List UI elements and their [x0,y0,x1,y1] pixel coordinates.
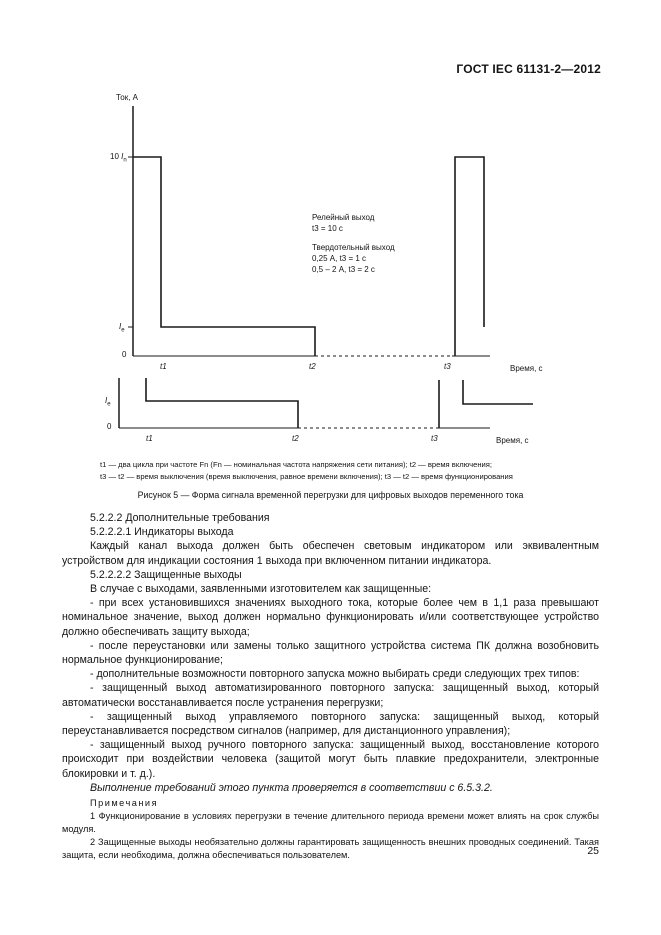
bottom-x-tick-t3: t3 [431,434,438,443]
bottom-x-tick-t1: t1 [146,434,153,443]
list-item-auto-restart: - защищенный выход автоматизированного повторного запуска: защищенный выход, который автоматически восстанавливается после устранения перегрузки; [62,682,599,709]
verification-statement: Выполнение требований этого пункта проверяется в соответствии с 6.5.3.2. [90,781,493,794]
solid-state-output-line1: 0,25 А, t3 = 1 с [312,254,367,263]
notes-title: Примечания [90,798,159,809]
document-header: ГОСТ IEC 61131-2—2012 [456,62,601,76]
page-number: 25 [587,845,599,857]
note-1: 1 Функционирование в условиях перегрузки в течение длительного периода времени может влиять на срок службы модуля. [62,811,599,835]
top-waveform-pulse-2 [455,157,484,356]
section-5-2-2-2: 5.2.2.2 Дополнительные требования [90,512,270,524]
paragraph-indicators: Каждый канал выхода должен быть обеспечен световым индикатором или эквивалентным устройством для индикации состояния 1 выхода при включенном питании индикатора. [62,540,599,567]
figure-legend [100,459,570,483]
top-y-tick-mid: $I_e$ [119,322,125,334]
top-x-tick-t2: t2 [309,362,316,371]
top-y-tick-zero: 0 [122,350,127,359]
list-item-steady-current: - при всех установившихся значениях выходного тока, которые более чем в 1,1 раза превышают номинальное значение, выход должен нормально функционировать и/или соответствующее устройство должно обеспечивать защиту выхода; [62,597,599,638]
solid-state-output-line2: 0,5 – 2 А, t3 = 2 с [312,265,375,274]
top-x-axis-label: Время, с [510,364,543,373]
figure-caption: Рисунок 5 — Форма сигнала временной перегрузки для цифровых выходов переменного тока [137,490,524,500]
output-annotation [312,212,395,275]
top-y-tick-high: 10 $I_n$ [110,152,127,164]
bottom-x-axis-label: Время, с [496,436,529,445]
figure-legend-line-2: t3 — t2 — время выключения (время выключения, равное времени включения); t3 — t2 — время функционирования [100,472,513,481]
note-2: 2 Защищенные выходы необязательно должны гарантировать защищенность внешних проводных соединений. Такая защита, если необходима, должна обеспечиваться пользователем. [62,837,599,861]
section-5-2-2-2-1: 5.2.2.2.1 Индикаторы выхода [90,526,234,539]
list-item-reset: - после переустановки или замены только защитного устройства система ПК должна возобновить нормальное функционирование; [62,639,599,667]
top-x-tick-t3: t3 [444,362,451,371]
bottom-y-tick-mid: $I_e$ [105,396,111,408]
list-item-controlled-restart: - защищенный выход управляемого повторного запуска: защищенный выход, который переустанавливается посредством сигналов (например, для дистанционного управления); [62,710,599,738]
main-text [62,511,599,862]
bottom-waveform-pulse-1 [146,378,298,428]
paragraph-protected-intro: В случае с выходами, заявленными изготовителем как защищенные: [90,583,432,596]
bottom-waveform-pulse-2b [463,380,533,404]
list-item-manual-restart: - защищенный выход ручного повторного запуска: защищенный выход, восстановление которого происходит при воздействии человека (защитой могут быть плавкие предохранители, электронные блокировки и т. д.). [62,739,599,780]
notes-block [62,797,599,862]
relay-output-value: t3 = 10 с [312,224,343,233]
bottom-y-tick-zero: 0 [107,422,112,431]
top-x-tick-t1: t1 [160,362,167,371]
relay-output-title: Релейный выход [312,213,375,222]
bottom-x-tick-t2: t2 [292,434,299,443]
section-5-2-2-2-2: 5.2.2.2.2 Защищенные выходы [90,568,242,581]
list-item-restart-types: - дополнительные возможности повторного запуска можно выбирать среди следующих трех типов: [90,668,580,681]
top-waveform-pulse-1 [133,157,315,356]
solid-state-output-title: Твердотельный выход [312,243,395,252]
figure-legend-line-1: t1 — два цикла при частоте Fn (Fn — номинальная частота напряжения сети питания); t2 — время включения; [100,460,493,469]
top-y-axis-label: Ток, А [116,93,138,102]
